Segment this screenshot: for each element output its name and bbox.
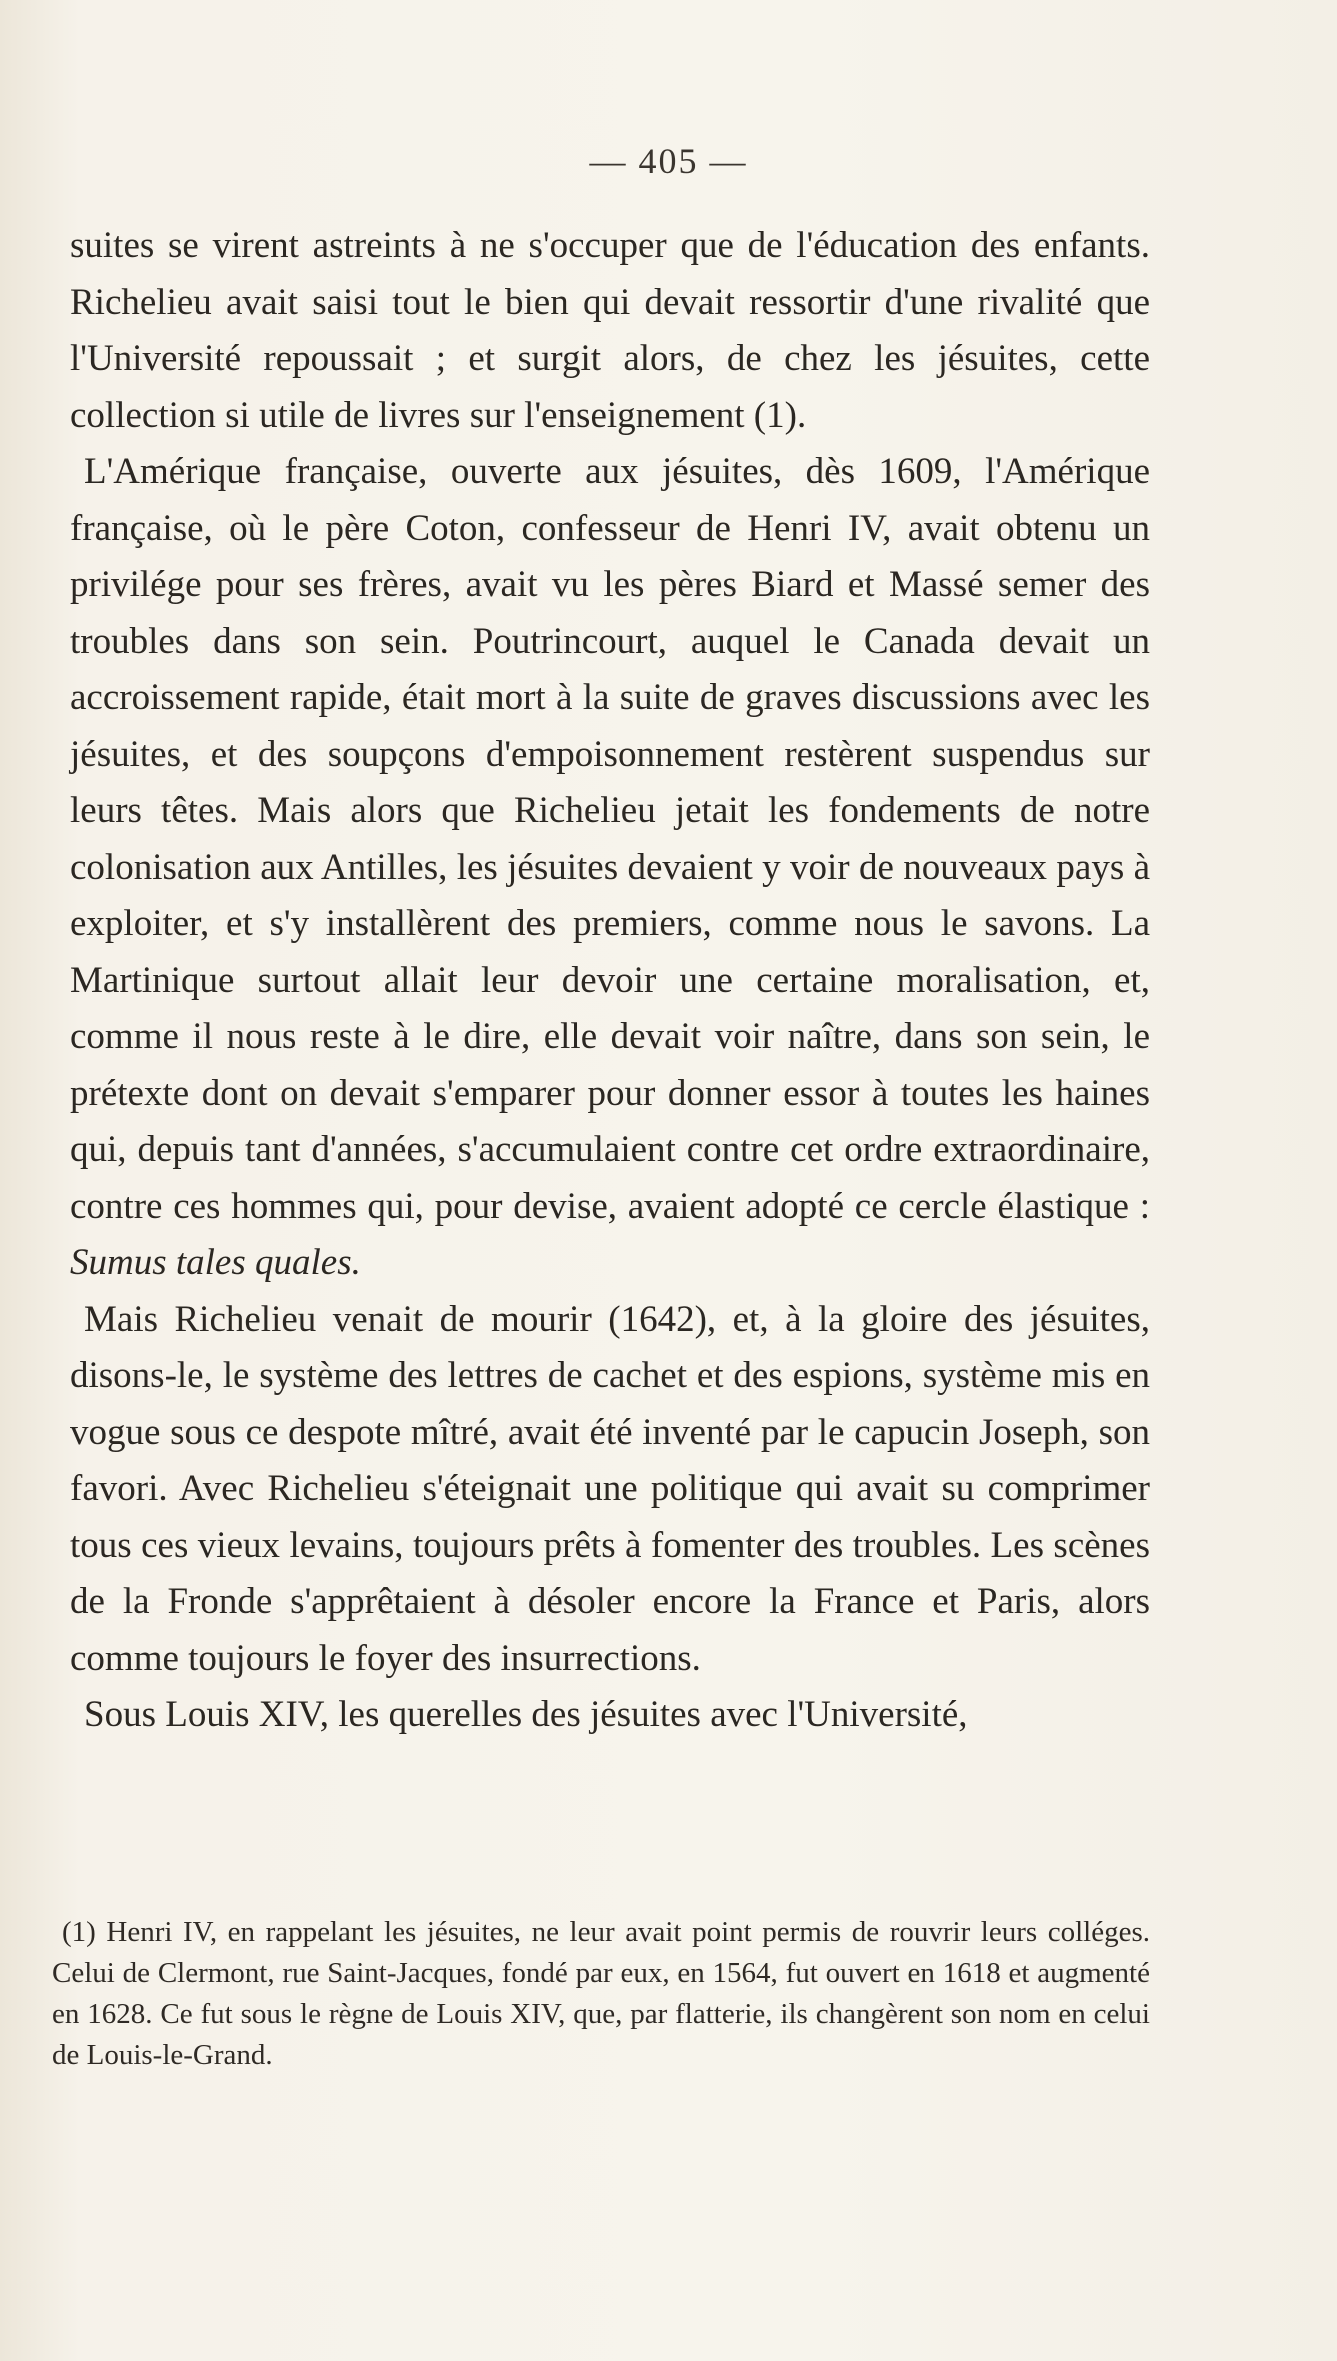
- paragraph-1: [70, 218, 1150, 444]
- footnote-marker: (1): [62, 1916, 96, 1948]
- page-number: — 405 —: [589, 141, 748, 181]
- footnote-paragraph: [52, 1912, 1150, 2076]
- paragraph-1-end: .: [796, 394, 807, 436]
- paragraph-2-text: L'Amérique française, ouverte aux jésuites, dès 1609, l'Amérique française, où le père Coton, confesseur de Henri IV, avait obtenu un privilége pour ses frères, avait vu les pères Biard et Massé semer des troubles dans son sein. Poutrincourt, auquel le Canada devait un accroissement rapide, était mort à la suite de graves discussions avec les jésuites, et des soupçons d'empoisonnement restèrent suspendus sur leurs têtes. Mais alors que Richelieu jetait les fondements de notre colonisation aux Antilles, les jésuites devaient y voir de nouveaux pays à exploiter, et s'y installèrent des premiers, comme nous le savons. La Martinique surtout allait leur devoir une certaine moralisation, et, comme il nous reste à le dire, elle devait voir naître, dans son sein, le prétexte dont on devait s'emparer pour donner essor à toutes les haines qui, depuis tant d'années, s'accumulaient contre cet ordre extraordinaire, contre ces hommes qui, pour devise, avaient adopté ce cercle élastique :: [70, 451, 1150, 1227]
- main-text: [70, 218, 1150, 1744]
- paragraph-3: [70, 1292, 1150, 1688]
- paragraph-4-text: Sous Louis XIV, les querelles des jésuites avec l'Université,: [84, 1694, 968, 1735]
- paragraph-3-text: Mais Richelieu venait de mourir (1642), et, à la gloire des jésuites, disons-le, le système des lettres de cachet et des espions, système mis en vogue sous ce despote mîtré, avait été inventé par le capucin Joseph, son favori. Avec Richelieu s'éteignait une politique qui avait su comprimer tous ces vieux levains, toujours prêts à fomenter des troubles. Les scènes de la Fronde s'apprêtaient à désoler encore la France et Paris, alors comme toujours le foyer des insurrections.: [70, 1298, 1150, 1679]
- paragraph-1-text: suites se virent astreints à ne s'occuper que de l'éducation des enfants. Richelieu avait saisi tout le bien qui devait ressortir d'une rivalité que l'Université repoussait ; et surgit alors, de chez les jésuites, cette collection si utile de livres sur l'enseignement: [70, 225, 1150, 436]
- paragraph-4: [70, 1687, 1150, 1744]
- footnote-text: Henri IV, en rappelant les jésuites, ne leur avait point permis de rouvrir leurs colléges. Celui de Clermont, rue Saint-Jacques, fondé par eux, en 1564, fut ouvert en 1618 et augmenté en 1628. Ce fut sous le règne de Louis XIV, que, par flatterie, ils changèrent son nom en celui de Louis-le-Grand.: [52, 1916, 1150, 2071]
- footnote: [52, 1912, 1150, 2076]
- jesuit-motto: Sumus tales quales.: [70, 1242, 361, 1283]
- footnote-reference: (1): [753, 394, 797, 436]
- paragraph-2: [70, 444, 1150, 1292]
